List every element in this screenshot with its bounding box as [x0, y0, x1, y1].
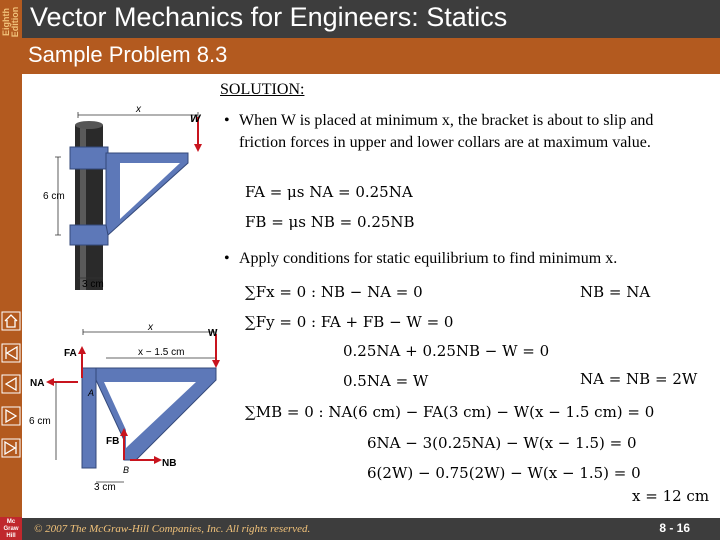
eq-fy2: 0.5NA = W: [343, 372, 429, 390]
publisher-logo: Mc Graw Hill: [0, 517, 22, 540]
page-number: 8 - 16: [659, 521, 690, 535]
eq-mb2: 6NA − 3(0.25NA) − W(x − 1.5) = 0: [367, 434, 637, 452]
copyright-text: © 2007 The McGraw-Hill Companies, Inc. All rights reserved.: [34, 523, 311, 535]
eq-fa: FA = μs NA = 0.25NA: [245, 183, 413, 201]
home-icon[interactable]: [1, 311, 21, 331]
bracket-figure: [40, 95, 220, 295]
bullet-2-text: Apply conditions for static equilibrium to find minimum x.: [239, 250, 618, 267]
dim-3cm-label: 3 cm: [82, 279, 104, 290]
eq-nb-na: NB = NA: [580, 283, 651, 301]
eq-fy1: 0.25NA + 0.25NB − W = 0: [343, 342, 550, 360]
eq-sum-mb: ∑MB = 0 : NA(6 cm) − FA(3 cm) − W(x − 1.5 cm) = 0: [245, 403, 655, 421]
next-slide-icon[interactable]: [1, 406, 21, 426]
lower-collar: [70, 225, 108, 245]
first-slide-icon[interactable]: [1, 343, 21, 363]
slide-subheader: [22, 38, 720, 74]
slide-header: [22, 0, 720, 38]
dim-6cm-label: 6 cm: [43, 191, 65, 202]
eq-sum-fy: ∑Fy = 0 : FA + FB − W = 0: [245, 313, 454, 331]
left-sidebar: [0, 0, 22, 540]
fa-label: FA: [64, 348, 77, 359]
fbd-dim-x-label: x: [148, 322, 153, 333]
bullet-mark-2: •: [224, 250, 230, 267]
slide-footer: [22, 518, 720, 540]
bullet-mark-1: •: [224, 112, 230, 129]
point-b-label: B: [123, 465, 130, 475]
free-body-diagram: [26, 320, 226, 492]
fbd-bracket: [82, 368, 96, 468]
bullet-1: [224, 110, 694, 154]
eq-na-nb-2w: NA = NB = 2W: [580, 370, 698, 388]
edition-label: [0, 0, 22, 44]
upper-collar: [70, 147, 108, 169]
edition-line1: Eighth: [1, 8, 11, 36]
bullet-1-text: When W is placed at minimum x, the bracket is about to slip and friction forces in upper and lower collars are at maximum value.: [239, 112, 654, 151]
nb-label: NB: [162, 458, 177, 469]
slide-title: Vector Mechanics for Engineers: Statics: [30, 2, 508, 32]
bullet-2: [224, 250, 720, 268]
fbd-dim-3cm-label: 3 cm: [94, 482, 116, 492]
slide-subtitle: Sample Problem 8.3: [28, 42, 228, 67]
previous-slide-icon[interactable]: [1, 374, 21, 394]
eq-result: x = 12 cm: [632, 487, 710, 505]
edition-line2: Edition: [10, 6, 20, 38]
eq-sum-fx: ∑Fx = 0 : NB − NA = 0: [245, 283, 423, 301]
fbd-w-label: W: [208, 328, 218, 339]
na-label: NA: [30, 378, 45, 389]
point-a-label: A: [88, 388, 95, 398]
fb-label: FB: [106, 436, 120, 447]
load-w-label: W: [190, 113, 201, 125]
fbd-dim-x15-label: x − 1.5 cm: [138, 347, 185, 358]
solution-heading: SOLUTION:: [220, 81, 305, 98]
last-slide-icon[interactable]: [1, 438, 21, 458]
eq-mb3: 6(2W) − 0.75(2W) − W(x − 1.5) = 0: [367, 464, 641, 482]
fbd-dim-6cm-label: 6 cm: [29, 416, 51, 427]
eq-fb: FB = μs NB = 0.25NB: [245, 213, 415, 231]
dim-x-label: x: [136, 104, 141, 115]
